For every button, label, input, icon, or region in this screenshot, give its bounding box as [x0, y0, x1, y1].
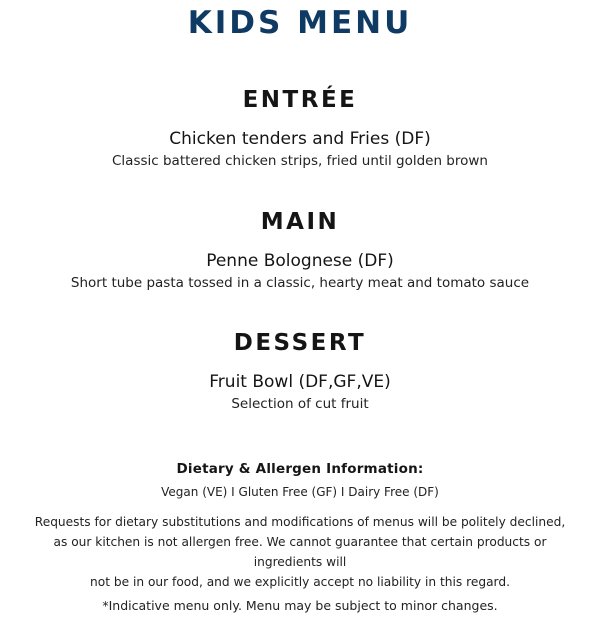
section-entree: [0, 86, 600, 171]
section-heading-entree: ENTRÉE: [242, 87, 358, 113]
item-desc-dessert: Selection of cut fruit: [231, 396, 369, 412]
item-name-dessert: Fruit Bowl (DF,GF,VE): [209, 372, 391, 392]
allergen-disclaimer: [20, 512, 580, 592]
item-desc-entree: Classic battered chicken strips, fried until golden brown: [112, 153, 488, 169]
indicative-note: *Indicative menu only. Menu may be subject to minor changes.: [102, 598, 498, 613]
section-dessert: [0, 329, 600, 414]
section-heading-dessert: DESSERT: [233, 330, 367, 356]
disclaimer-line: Requests for dietary substitutions and modifications of menus will be politely declined,: [34, 515, 566, 529]
dietary-legend: Vegan (VE) I Gluten Free (GF) I Dairy Free (DF): [161, 485, 439, 499]
section-main: [0, 208, 600, 293]
menu-title: KIDS MENU: [187, 5, 413, 41]
disclaimer-line: as our kitchen is not allergen free. We cannot guarantee that certain products or ingredients will: [53, 535, 547, 569]
section-heading-main: MAIN: [260, 209, 340, 235]
item-name-entree: Chicken tenders and Fries (DF): [169, 129, 431, 149]
item-desc-main: Short tube pasta tossed in a classic, hearty meat and tomato sauce: [70, 275, 530, 291]
dietary-heading: Dietary & Allergen Information:: [176, 461, 424, 477]
disclaimer-line: not be in our food, and we explicitly accept no liability in this regard.: [90, 575, 510, 589]
item-name-main: Penne Bolognese (DF): [206, 251, 394, 271]
